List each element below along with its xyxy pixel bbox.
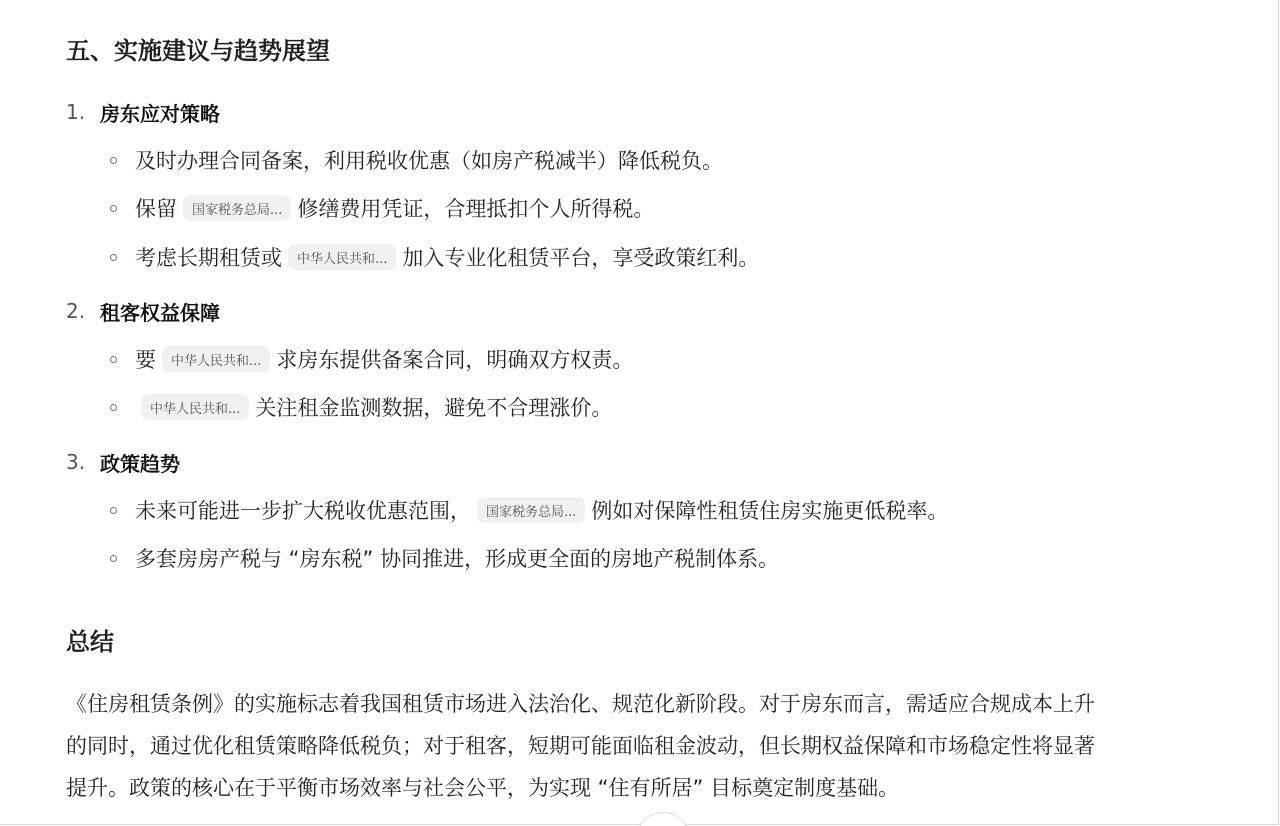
list-number: 3. [66,450,86,474]
list-item-text: 未来可能进一步扩大税收优惠范围， [135,499,471,523]
ordered-item-policy-trend [66,446,180,478]
list-item-text: 修缮费用凭证，合理抵扣个人所得税。 [297,197,655,221]
section-heading: 五、实施建议与趋势展望 [66,37,330,65]
list-item [110,191,654,225]
ordered-item-landlord-strategy [66,96,220,128]
list-item-text: 求房东提供备案合同，明确双方权责。 [276,348,634,372]
list-item [110,143,723,177]
list-number: 1. [66,100,86,124]
list-item [110,390,612,424]
list-heading: 租客权益保障 [100,300,220,325]
bullet-circle-icon [110,507,117,514]
ordered-item-tenant-rights [66,295,220,327]
list-item-text: 关注租金监测数据，避免不合理涨价。 [255,396,613,420]
summary-paragraph [66,683,1256,809]
bullet-circle-icon [110,254,117,261]
summary-line: 的同时，通过优化租赁策略降低税负；对于租客，短期可能面临租金波动，但长期权益保障和市场稳定性将显著 [66,734,1095,758]
list-item-text: 及时办理合同备案，利用税收优惠（如房产税减半）降低税负。 [135,149,723,173]
list-item [110,493,948,527]
list-item-text: 要 [135,348,156,372]
summary-heading: 总结 [66,628,114,656]
list-number: 2. [66,299,86,323]
list-item [110,541,779,575]
list-item-text: 考虑长期租赁或 [135,246,282,270]
list-item-text: 多套房房产税与 “房东税” 协同推进，形成更全面的房地产税制体系。 [135,547,780,571]
citation-tag[interactable]: 国家税务总局... [477,497,585,523]
scroll-to-bottom-button[interactable] [636,812,690,826]
citation-tag[interactable]: 中华人民共和... [162,346,270,372]
citation-tag[interactable]: 国家税务总局... [183,195,291,221]
bullet-circle-icon [110,555,117,562]
list-heading: 政策趋势 [100,451,180,476]
bullet-circle-icon [110,157,117,164]
summary-line: 提升。政策的核心在于平衡市场效率与社会公平，为实现 “住有所居” 目标奠定制度基础。 [66,776,900,800]
citation-tag[interactable]: 中华人民共和... [288,244,396,270]
list-item-text: 例如对保障性租赁住房实施更低税率。 [591,499,949,523]
bullet-circle-icon [110,205,117,212]
bullet-circle-icon [110,404,117,411]
summary-line: 《住房租赁条例》的实施标志着我国租赁市场进入法治化、规范化新阶段。对于房东而言，需适应合规成本上升 [66,692,1095,716]
list-item [110,342,633,376]
list-heading: 房东应对策略 [100,101,220,126]
list-item-text: 保留 [135,197,177,221]
bullet-circle-icon [110,356,117,363]
list-item [110,240,759,274]
list-item-text: 加入专业化租赁平台，享受政策红利。 [402,246,760,270]
citation-tag[interactable]: 中华人民共和... [141,394,249,420]
